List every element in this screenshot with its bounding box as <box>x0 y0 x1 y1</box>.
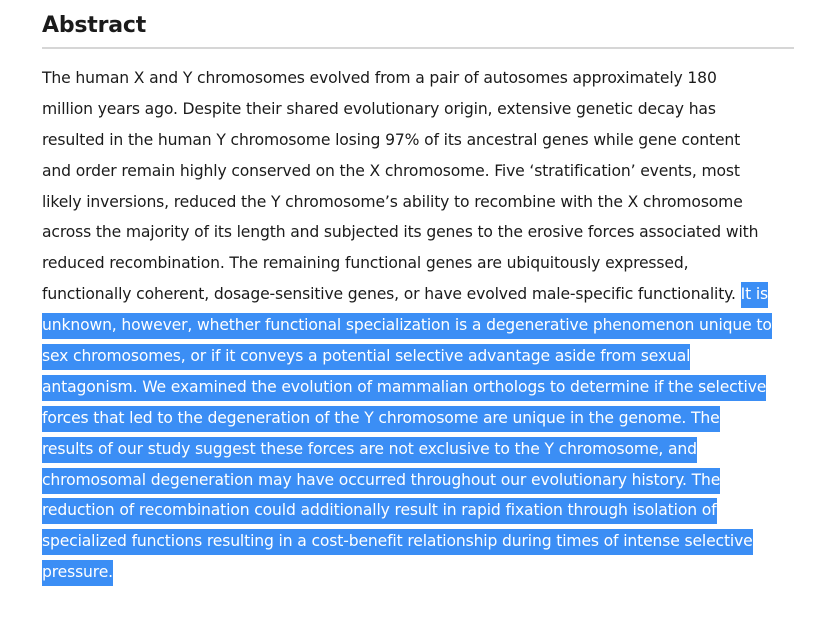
selected-text[interactable]: unknown, however, whether functional specialization is a degenerative phenomenon unique to <box>42 313 772 339</box>
abstract-line <box>42 94 794 125</box>
abstract-line <box>42 156 794 187</box>
abstract-text[interactable] <box>42 63 794 588</box>
line-text: million years ago. Despite their shared evolutionary origin, extensive genetic decay has <box>42 99 716 118</box>
abstract-line <box>42 372 794 403</box>
abstract-line <box>42 341 794 372</box>
abstract-line <box>42 217 794 248</box>
abstract-line <box>42 310 794 341</box>
selected-text[interactable]: results of our study suggest these forces are not exclusive to the Y chromosome, and <box>42 437 697 463</box>
abstract-heading: Abstract <box>42 13 147 38</box>
selected-text[interactable]: pressure. <box>42 560 113 586</box>
line-text: across the majority of its length and subjected its genes to the erosive forces associated with <box>42 223 759 242</box>
line-text: and order remain highly conserved on the X chromosome. Five ‘stratification’ events, most <box>42 161 740 180</box>
abstract-line <box>42 495 794 526</box>
selected-text[interactable]: sex chromosomes, or if it conveys a potential selective advantage aside from sexual <box>42 344 690 370</box>
selected-text[interactable]: antagonism. We examined the evolution of mammalian orthologs to determine if the selective <box>42 375 766 401</box>
abstract-section <box>42 12 794 588</box>
line-text: reduced recombination. The remaining functional genes are ubiquitously expressed, <box>42 254 689 273</box>
line-text: functionally coherent, dosage-sensitive genes, or have evolved male-specific functionality. <box>42 285 741 304</box>
line-text: resulted in the human Y chromosome losing 97% of its ancestral genes while gene content <box>42 130 741 149</box>
selected-text[interactable]: forces that led to the degeneration of the Y chromosome are unique in the genome. The <box>42 406 720 432</box>
abstract-line <box>42 434 794 465</box>
abstract-line <box>42 465 794 496</box>
abstract-line <box>42 187 794 218</box>
abstract-line <box>42 557 794 588</box>
heading-divider <box>42 47 794 49</box>
selected-text[interactable]: chromosomal degeneration may have occurred throughout our evolutionary history. The <box>42 468 720 494</box>
selected-text[interactable]: It is <box>741 282 768 308</box>
abstract-line <box>42 403 794 434</box>
abstract-line <box>42 279 794 310</box>
line-text: The human X and Y chromosomes evolved from a pair of autosomes approximately 180 <box>42 69 717 87</box>
abstract-line <box>42 526 794 557</box>
abstract-line <box>42 248 794 279</box>
selected-text[interactable]: reduction of recombination could additionally result in rapid fixation through isolation of <box>42 498 717 524</box>
selected-text[interactable]: specialized functions resulting in a cost-benefit relationship during times of intense selective <box>42 529 753 555</box>
abstract-line <box>42 63 794 94</box>
abstract-line <box>42 125 794 156</box>
line-text: likely inversions, reduced the Y chromosome’s ability to recombine with the X chromosome <box>42 192 743 211</box>
